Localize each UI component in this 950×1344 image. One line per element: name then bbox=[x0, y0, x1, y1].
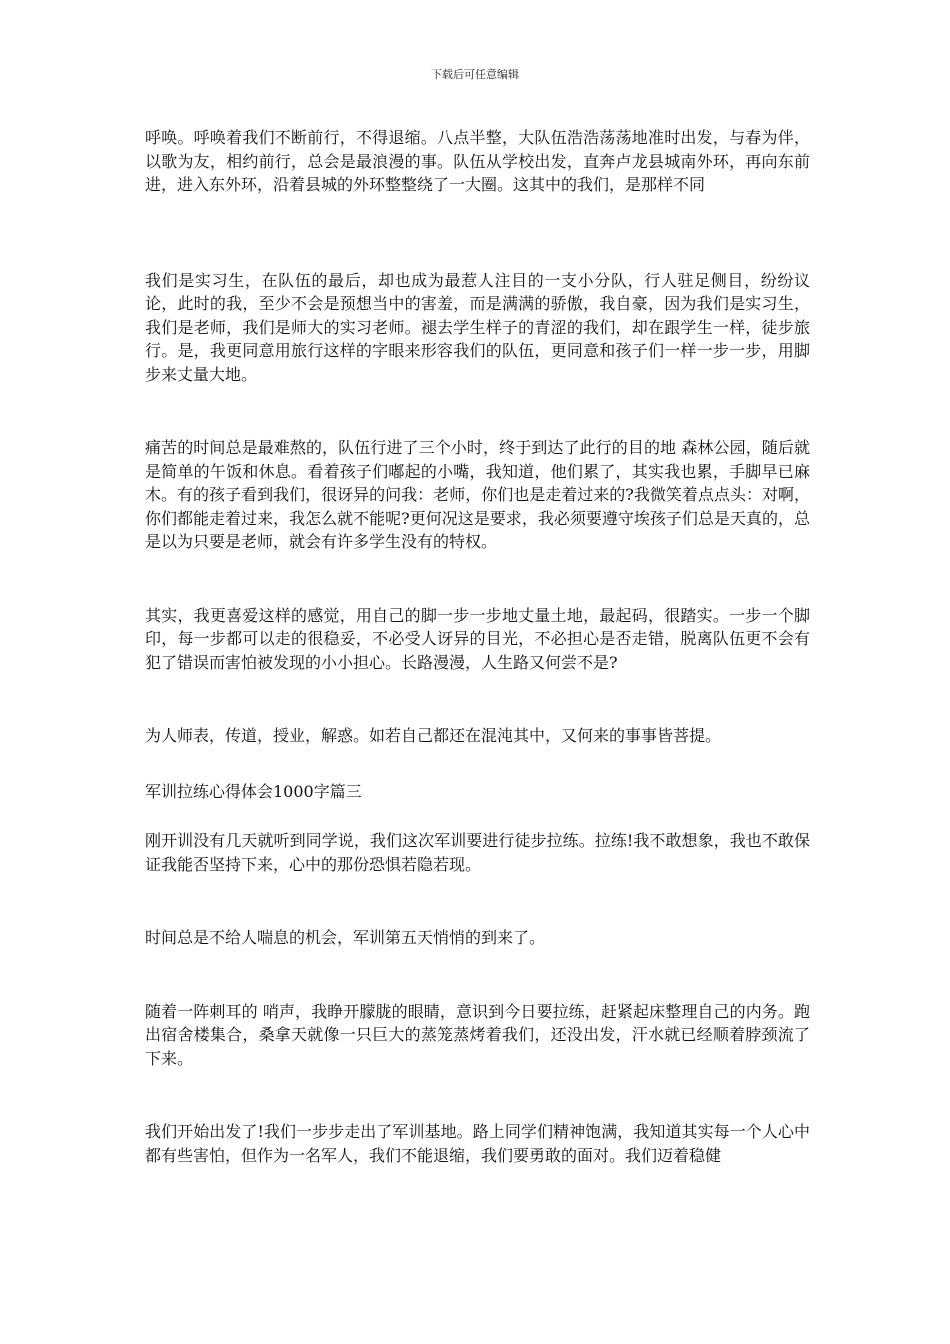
section-heading: 军训拉练心得体会1000字篇三 bbox=[145, 781, 362, 801]
paragraph: 随着一阵刺耳的 哨声，我睁开朦胧的眼睛，意识到今日要拉练，赶紧起床整理自己的内务。跑出宿舍楼集合，桑拿天就像一只巨大的蒸笼蒸烤着我们，还没出发，汗水就已经顺着脖颈流了下来。 bbox=[145, 1001, 810, 1068]
paragraph: 为人师表，传道，授业，解惑。如若自己都还在混沌其中，又何来的事事皆菩提。 bbox=[145, 726, 722, 745]
paragraph: 痛苦的时间总是最难熬的，队伍行进了三个小时，终于到达了此行的目的地 森林公园，随后就是简单的午饭和休息。看着孩子们嘟起的小嘴，我知道，他们累了，其实我也累，手脚早已麻木。有的孩子看到我们，很讶异的问我：老师，你们也是走着过来的?我微笑着点点头：对啊，你们都能走着过来，我怎么就不能呢?更何况这是要求，我必须要遵守埃孩子们总是天真的，总是以为只要是老师，就会有许多学生没有的特权。 bbox=[145, 438, 810, 551]
paragraph: 我们是实习生，在队伍的最后，却也成为最惹人注目的一支小分队，行人驻足侧目，纷纷议论，此时的我，至少不会是预想当中的害羞，而是满满的骄傲，我自豪，因为我们是实习生，我们是老师，我们是师大的实习老师。褪去学生样子的青涩的我们，却在跟学生一样，徒步旅行。是，我更同意用旅行这样的字眼来形容我们的队伍，更同意和孩子们一样一步一步，用脚步来丈量大地。 bbox=[145, 270, 810, 384]
paragraph: 时间总是不给人喘息的机会，军训第五天悄悄的到来了。 bbox=[145, 928, 546, 947]
paragraph: 我们开始出发了!我们一步步走出了军训基地。路上同学们精神饱满，我知道其实每一个人心中都有些害怕，但作为一名军人，我们不能退缩，我们要勇敢的面对。我们迈着稳健 bbox=[145, 1122, 810, 1165]
paragraph: 刚开训没有几天就听到同学说，我们这次军训要进行徒步拉练。拉练!我不敢想象，我也不敢保证我能否坚持下来，心中的那份恐惧若隐若现。 bbox=[145, 831, 810, 874]
paragraph: 呼唤。呼唤着我们不断前行，不得退缩。八点半整，大队伍浩浩荡荡地准时出发，与春为伴，以歌为友，相约前行，总会是最浪漫的事。队伍从学校出发，直奔卢龙县城南外环，再向东前进，进入东外环，沿着县城的外环整整绕了一大圈。这其中的我们，是那样不同 bbox=[145, 128, 810, 194]
document-body bbox=[145, 126, 810, 1167]
paragraph: 其实，我更喜爱这样的感觉，用自己的脚一步一步地丈量土地，最起码，很踏实。一步一个脚印，每一步都可以走的很稳妥，不必受人讶异的目光，不必担心是否走错，脱离队伍更不会有犯了错误而害怕被发现的小小担心。长路漫漫，人生路又何尝不是? bbox=[145, 605, 810, 672]
page-header: 下载后可任意编辑 bbox=[431, 68, 519, 81]
